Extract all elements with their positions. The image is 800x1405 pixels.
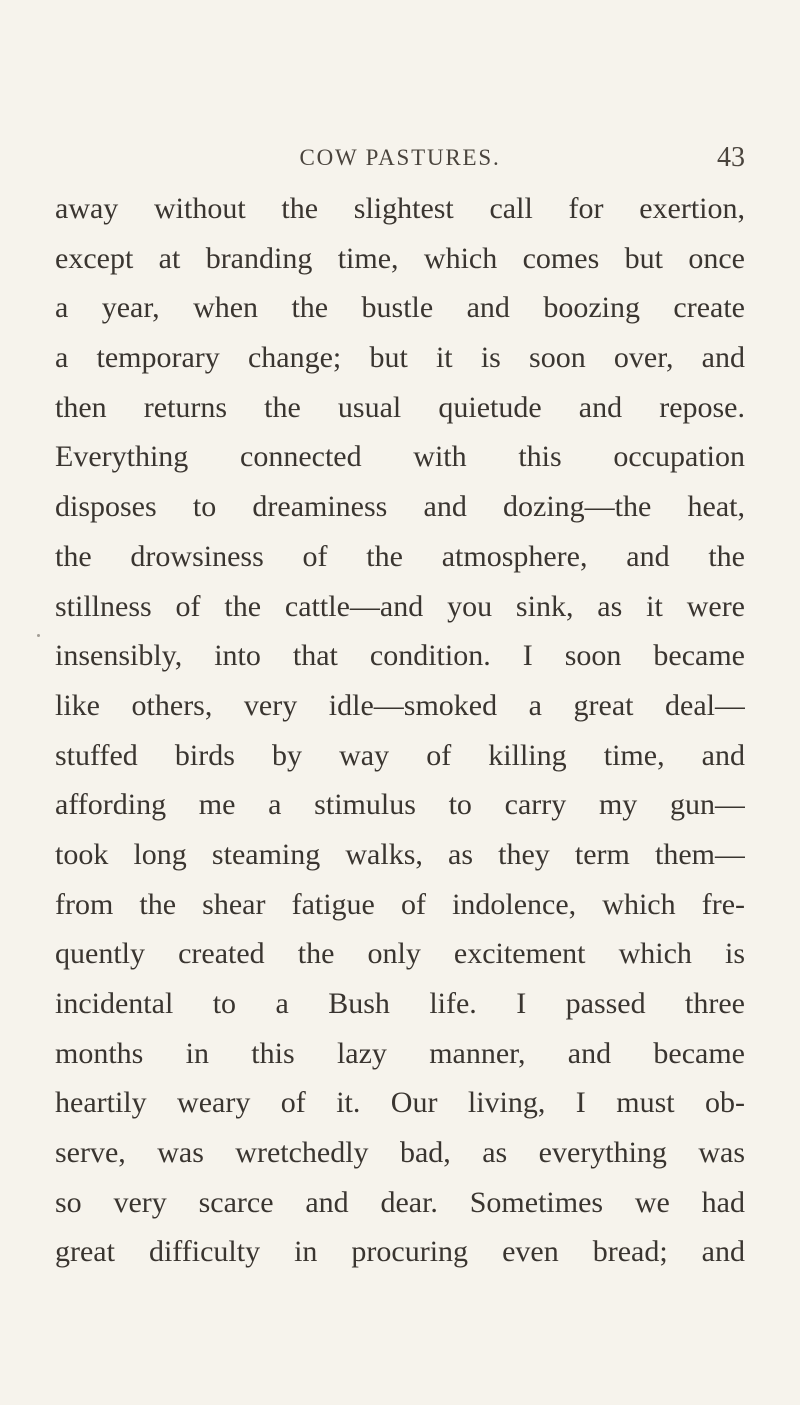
text-line: took long steaming walks, as they term them—	[55, 837, 745, 871]
text-line: disposes to dreaminess and dozing—the heat,	[55, 490, 745, 524]
text-line: stillness of the cattle—and you sink, as it were	[55, 589, 745, 623]
body-text	[55, 184, 745, 1277]
page-number: 43	[717, 142, 745, 173]
text-line: except at branding time, which comes but once	[55, 241, 745, 275]
running-head	[55, 138, 745, 178]
text-line: months in this lazy manner, and became	[55, 1036, 745, 1070]
text-line: then returns the usual quietude and repose.	[55, 390, 745, 424]
text-line: a temporary change; but it is soon over, and	[55, 341, 745, 375]
text-line: great difficulty in procuring even bread; and	[55, 1235, 745, 1269]
text-line: quently created the only excitement which is	[55, 937, 745, 971]
text-line: heartily weary of it. Our living, I must ob-	[55, 1086, 745, 1120]
text-line: insensibly, into that condition. I soon became	[55, 639, 745, 673]
text-line: incidental to a Bush life. I passed three	[55, 987, 745, 1020]
text-line: so very scarce and dear. Sometimes we had	[55, 1185, 745, 1219]
text-line: from the shear fatigue of indolence, which fre-	[55, 887, 745, 921]
text-line: affording me a stimulus to carry my gun—	[55, 788, 745, 822]
text-line: the drowsiness of the atmosphere, and the	[55, 539, 745, 573]
running-title: COW PASTURES.	[299, 145, 501, 170]
text-line: away without the slightest call for exertion,	[55, 192, 745, 225]
text-line: like others, very idle—smoked a great deal—	[55, 688, 745, 722]
text-line: serve, was wretchedly bad, as everything was	[55, 1136, 745, 1170]
text-line: Everything connected with this occupation	[55, 440, 745, 474]
text-line: a year, when the bustle and boozing create	[55, 291, 745, 325]
text-line: stuffed birds by way of killing time, and	[55, 738, 745, 772]
margin-speck	[37, 634, 40, 637]
